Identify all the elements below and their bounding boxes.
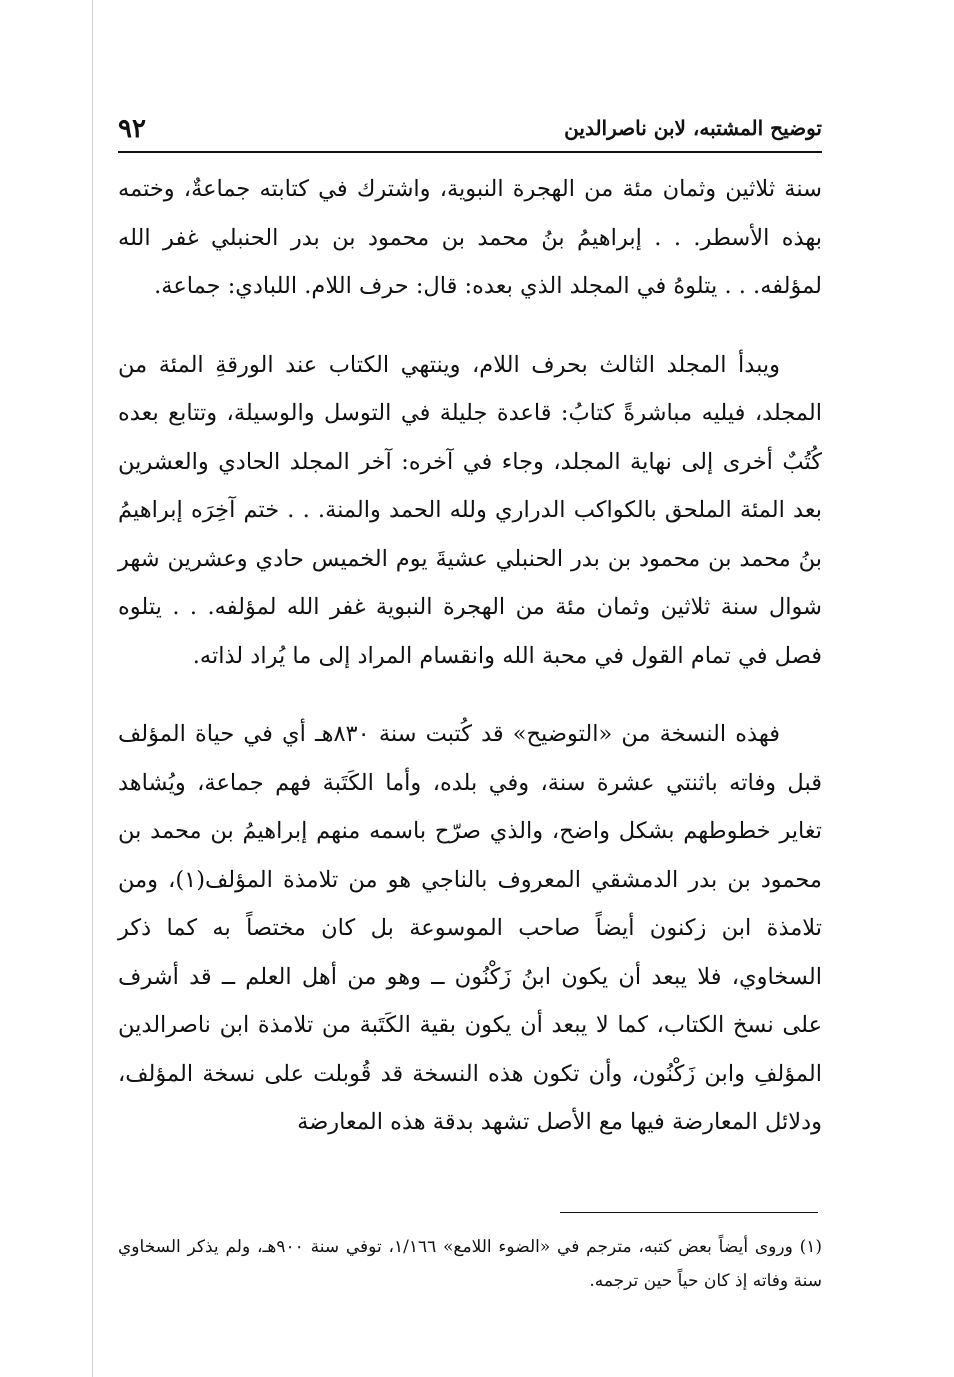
paragraph-spacer <box>118 680 822 710</box>
main-text <box>118 165 822 1147</box>
page-number: ٩٢ <box>118 114 146 144</box>
footnote: (١) وروى أيضاً بعض كتبه، مترجم في «الضوء اللامع» ١/١٦٦، توفي سنة ٩٠٠هـ، ولم يذكر السخاوي سنة وفاته إذ كان حياً حين ترجمه. <box>118 1237 822 1291</box>
header-divider <box>118 151 822 153</box>
paragraph-2: ويبدأ المجلد الثالث بحرف اللام، وينتهي الكتاب عند الورقةِ المئة من المجلد، فيليه مباشرةً كتابُ: قاعدة جليلة في التوسل والوسيلة، وتتابع بعده كُتُبٌ أخرى إلى نهاية المجلد، وجاء في آخره: آخر المجلد الحادي والعشرين بعد المئة الملحق بالكواكب الدراري ولله الحمد والمنة. . . ختم آخِرَه إبراهيمُ بنُ محمد بن محمود بن بدر الحنبلي عشيةَ يوم الخميس حادي وعشرين شهر شوال سنة ثلاثين وثمان مئة من الهجرة النبوية غفر الله لمؤلفه. . . يتلوه فصل في تمام القول في محبة الله وانقسام المراد إلى ما يُراد لذاته. <box>118 351 822 669</box>
paragraph-1: سنة ثلاثين وثمان مئة من الهجرة النبوية، واشترك في كتابته جماعةٌ، وختمه بهذه الأسطر. . . إبراهيمُ بنُ محمد بن محمود بن بدر الحنبلي غفر الله لمؤلفه. . . يتلوهُ في المجلد الذي بعده: قال: حرف اللام. اللبادي: جماعة. <box>118 176 822 299</box>
running-title: توضيح المشتبه، لابن ناصرالدين <box>564 116 822 140</box>
footnote-divider <box>560 1212 818 1213</box>
paragraph-3: فهذه النسخة من «التوضيح» قد كُتبت سنة ٨٣٠هـ أي في حياة المؤلف قبل وفاته باثنتي عشرة سنة، وفي بلده، وأما الكَتَبة فهم جماعة، ويُشاهد تغاير خطوطهم بشكل واضح، والذي صرّح باسمه منهم إبراهيمُ بن محمد بن محمود بن بدر الدمشقي المعروف بالناجي هو من تلامذة المؤلف(١)، ومن تلامذة ابن زكنون أيضاً صاحب الموسوعة بل كان مختصاً به كما ذكر السخاوي، فلا يبعد أن يكون ابنُ زَكْنُون ــ وهو من أهل العلم ــ قد أشرف على نسخ الكتاب، كما لا يبعد أن يكون بقية الكَتَبة من تلامذة ابن ناصرالدين المؤلفِ وابن زَكْنُون، وأن تكون هذه النسخة قد قُوبلت على نسخة المؤلف، ودلائل المعارضة فيها مع الأصل تشهد بدقة هذه المعارضة <box>118 721 822 1135</box>
scan-edge-line <box>92 0 93 1377</box>
running-header <box>118 112 822 152</box>
paragraph-spacer <box>118 311 822 341</box>
